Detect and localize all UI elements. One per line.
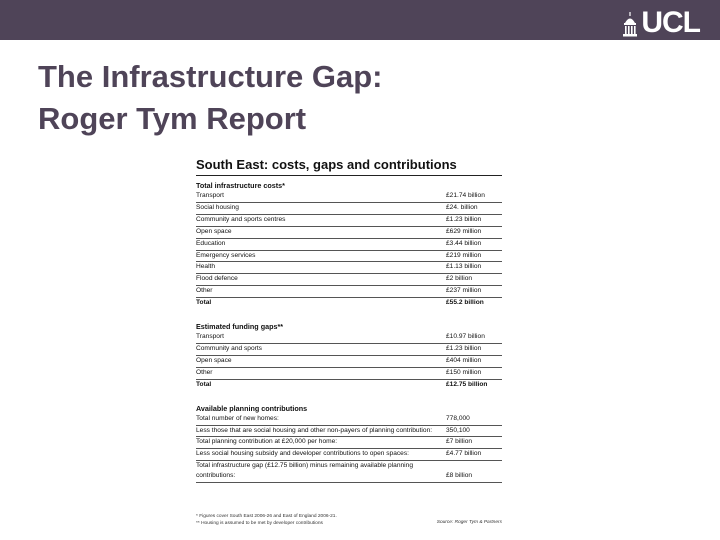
table-row xyxy=(196,262,502,274)
section-heading: Available planning contributions xyxy=(196,403,308,413)
row-value: £237 million xyxy=(446,287,482,295)
table-row xyxy=(196,274,502,286)
row-value: £1.23 billion xyxy=(446,215,482,223)
row-label: Open space xyxy=(196,356,232,364)
row-value: 350,100 xyxy=(446,426,470,434)
row-value: 778,000 xyxy=(446,414,470,422)
footnote: ** Housing is assumed to be met by developer contributions xyxy=(196,520,323,526)
table-row xyxy=(196,286,502,298)
table-row xyxy=(196,215,502,227)
row-label: Community and sports centres xyxy=(196,215,286,223)
row-label: Education xyxy=(196,239,226,247)
total-row xyxy=(196,380,502,391)
slide-title-line-2: Roger Tym Report xyxy=(38,101,307,136)
row-label: Emergency services xyxy=(196,251,256,259)
row-value: £24. billion xyxy=(446,203,478,211)
total-value: £55.2 billion xyxy=(446,299,484,307)
table-row xyxy=(196,426,502,438)
row-label: Other xyxy=(196,368,213,376)
table-row xyxy=(196,239,502,251)
total-label: Total xyxy=(196,380,212,388)
total-label: Total xyxy=(196,299,212,307)
row-value: £1.13 billion xyxy=(446,263,482,271)
ucl-logo xyxy=(623,8,700,38)
portico-dome-icon xyxy=(623,12,637,38)
table-row xyxy=(196,449,502,461)
table-row xyxy=(196,356,502,368)
report-table-title: South East: costs, gaps and contributions xyxy=(196,156,502,176)
row-label: Transport xyxy=(196,192,224,199)
slide-title xyxy=(38,56,658,140)
report-table-image xyxy=(196,156,502,483)
footnotes xyxy=(196,514,502,527)
row-label: Community and sports xyxy=(196,344,262,352)
row-label: Other xyxy=(196,287,213,295)
row-label: Open space xyxy=(196,227,232,235)
table-row xyxy=(196,344,502,356)
row-label: Total number of new homes: xyxy=(196,414,279,422)
total-value: £12.75 billion xyxy=(446,380,488,388)
row-label: Less social housing subsidy and developer contributions to open spaces: xyxy=(196,449,409,457)
table-row xyxy=(196,437,502,449)
row-value: £150 million xyxy=(446,368,482,376)
row-value: £1.23 billion xyxy=(446,344,482,352)
table-row xyxy=(196,461,502,483)
section-heading: Estimated funding gaps** xyxy=(196,322,284,332)
table-row xyxy=(196,332,502,344)
source-note: Source: Roger Tym & Partners xyxy=(436,520,502,525)
row-value: £8 billion xyxy=(446,472,473,480)
table-row xyxy=(196,414,502,426)
row-label: Less those that are social housing and other non-payers of planning contribution: xyxy=(196,426,433,434)
row-value: £4.77 billion xyxy=(446,449,482,457)
slide-title-line-1: The Infrastructure Gap: xyxy=(38,59,383,94)
row-value: £3.44 billion xyxy=(446,239,482,247)
table-row xyxy=(196,368,502,380)
table-row xyxy=(196,203,502,215)
row-value: £404 million xyxy=(446,356,482,364)
row-value: £219 million xyxy=(446,251,482,259)
table-row xyxy=(196,251,502,263)
table-row xyxy=(196,227,502,239)
section-heading: Total infrastructure costs* xyxy=(196,181,285,190)
row-label: Transport xyxy=(196,333,224,341)
row-value: £21.74 billion xyxy=(446,192,485,199)
total-row xyxy=(196,298,502,309)
footnote: * Figures cover South East 2006-26 and East of England 2006-21. xyxy=(196,514,337,519)
row-value: £10.97 billion xyxy=(446,333,485,341)
brand-text: UCL xyxy=(641,6,700,39)
table-row xyxy=(196,191,502,203)
row-label: Total planning contribution at £20,000 per home: xyxy=(196,438,338,445)
row-label: Social housing xyxy=(196,203,239,211)
row-value: £2 billion xyxy=(446,275,473,283)
row-value: £629 million xyxy=(446,227,482,235)
row-value: £7 billion xyxy=(446,438,473,445)
row-label: Health xyxy=(196,263,216,271)
header-bar xyxy=(0,0,720,40)
row-label: Flood defence xyxy=(196,275,238,283)
row-label: Total infrastructure gap (£12.75 billion) minus remaining available planning contributions: xyxy=(196,461,413,480)
